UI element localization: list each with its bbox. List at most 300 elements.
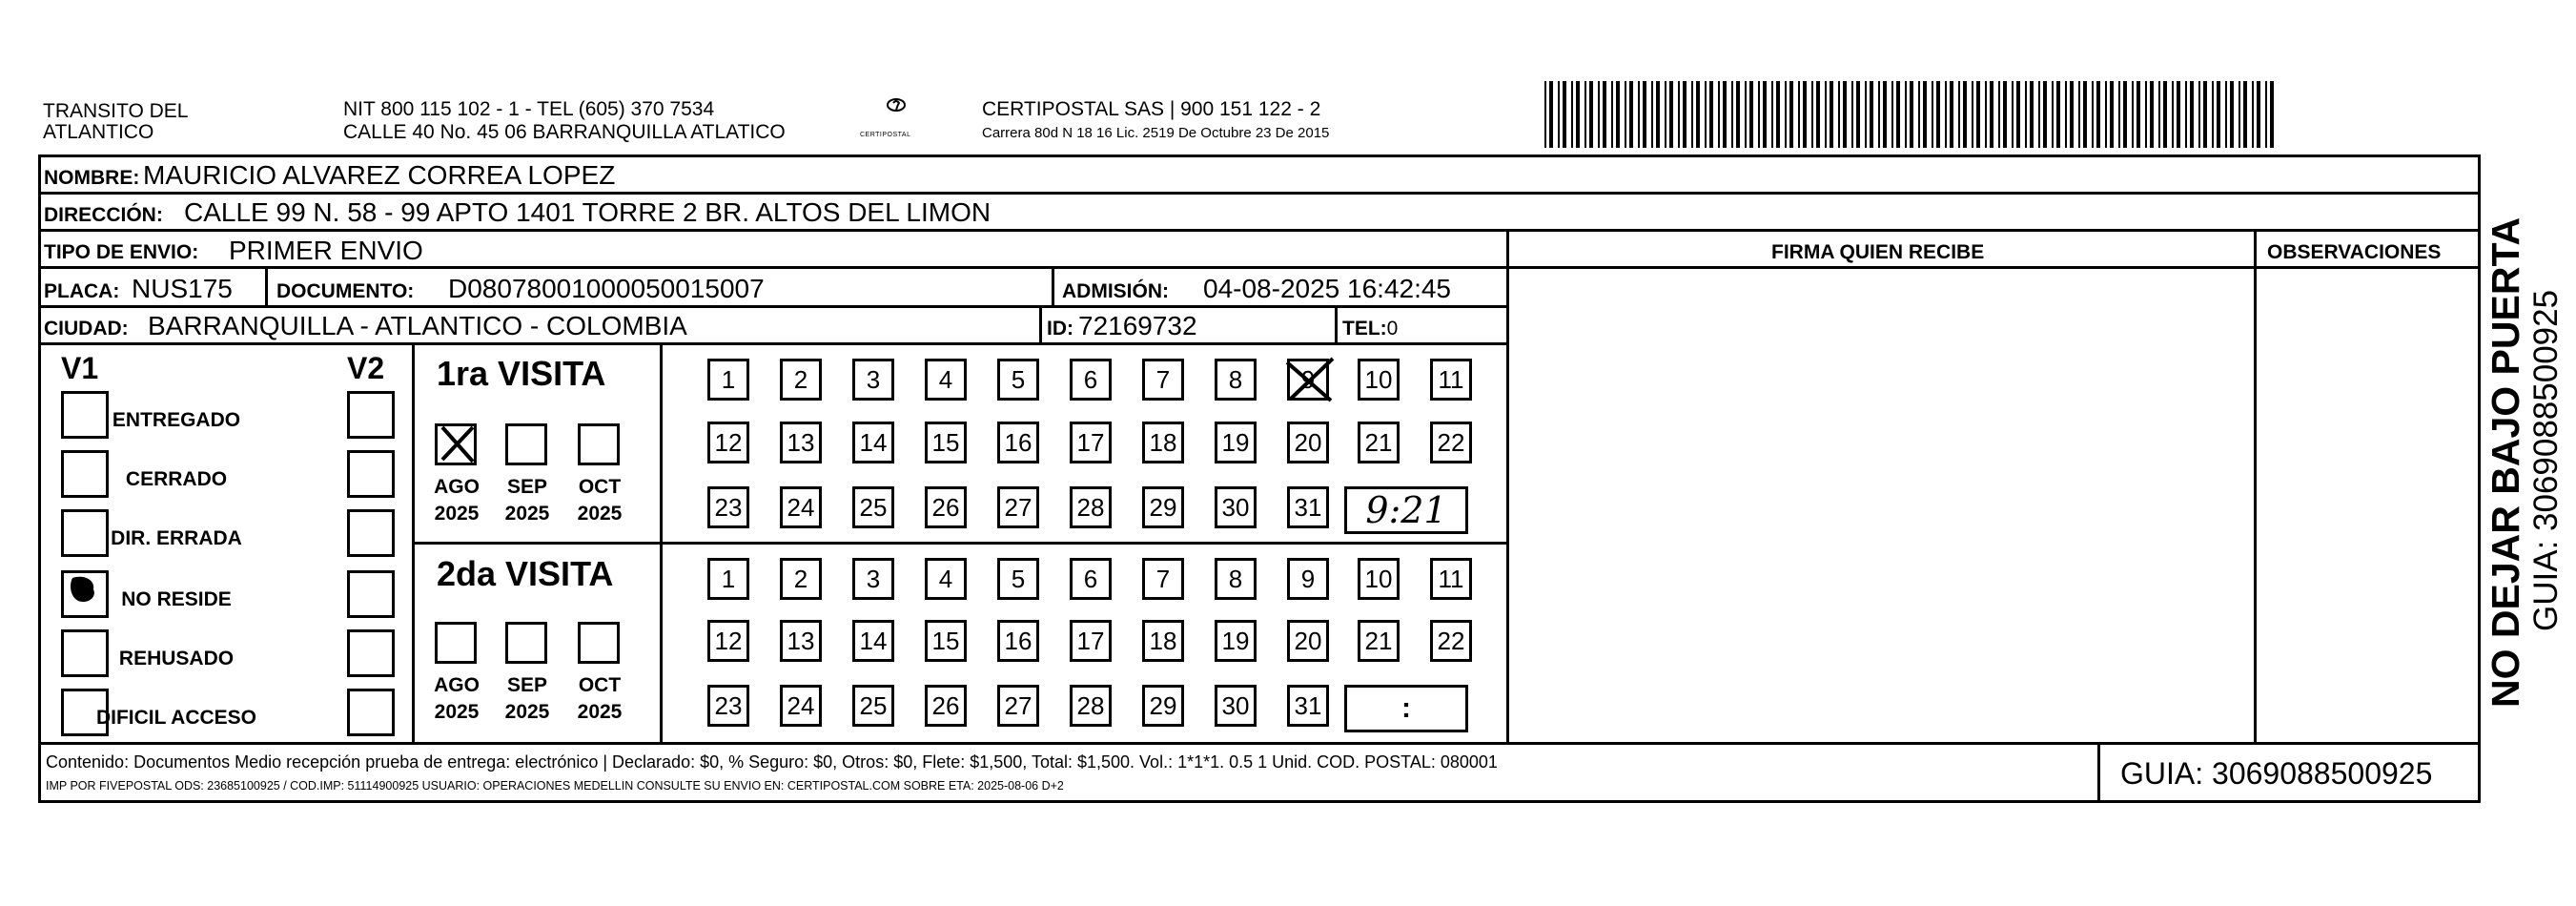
first-visit-day-cell[interactable] — [707, 359, 749, 401]
day-number: 27 — [1004, 492, 1032, 522]
barcode-bar — [1945, 81, 1947, 148]
city-value: BARRANQUILLA - ATLANTICO - COLOMBIA — [148, 311, 687, 340]
day-number: 29 — [1149, 492, 1177, 522]
barcode-bar — [1896, 81, 1900, 148]
barcode-bar — [2158, 81, 2160, 148]
second-visit-day-cell[interactable] — [852, 558, 894, 600]
sender-line-1: TRANSITO DEL — [43, 100, 189, 122]
day-number: 16 — [1004, 427, 1032, 457]
first-visit-day-cell[interactable] — [707, 486, 749, 528]
barcode-bar — [2177, 81, 2180, 148]
year-label: 2025 — [504, 503, 550, 525]
day-number: 7 — [1155, 564, 1171, 593]
day-number: 21 — [1364, 626, 1393, 655]
first-visit-day-cell[interactable] — [780, 486, 822, 528]
tel-label: TEL: — [1342, 318, 1387, 340]
barcode-bar — [1589, 81, 1593, 148]
day-number: 19 — [1221, 626, 1250, 655]
address-value: CALLE 99 N. 58 - 99 APTO 1401 TORRE 2 BR. ALTOS DEL LIMON — [184, 197, 992, 227]
barcode-bar — [1643, 81, 1646, 148]
day-number: 25 — [859, 492, 888, 522]
month-label: SEP — [506, 674, 548, 696]
second-visit-day-cell[interactable] — [852, 620, 894, 662]
barcode-bar — [2172, 81, 2174, 148]
first-visit-day-cell[interactable] — [997, 422, 1039, 463]
status-option-label: ENTREGADO — [112, 409, 241, 431]
logo-text: CERTIPOSTAL — [860, 132, 911, 138]
barcode-bar — [2025, 81, 2027, 148]
day-number: 11 — [1438, 364, 1464, 394]
day-number: 20 — [1294, 427, 1322, 457]
day-number: 6 — [1083, 364, 1098, 394]
barcode-bar — [2163, 81, 2167, 148]
second-visit-title: 2da VISITA — [437, 554, 614, 593]
first-visit-day-cell[interactable] — [852, 422, 894, 463]
status-option-label: NO RESIDE — [121, 588, 232, 610]
day-number: 14 — [859, 427, 888, 457]
day-number: 27 — [1004, 690, 1032, 720]
second-visit-day-cell[interactable] — [1215, 685, 1257, 727]
v2-checkbox[interactable] — [347, 689, 395, 736]
day-number: 31 — [1294, 690, 1322, 720]
document-value: D08078001000050015007 — [448, 274, 765, 303]
barcode-bar — [1932, 81, 1933, 148]
status-option-label: CERRADO — [125, 468, 228, 490]
first-visit-day-cell[interactable] — [852, 359, 894, 401]
document-label: DOCUMENTO: — [276, 280, 415, 302]
month-label: AGO — [434, 674, 480, 696]
day-number: 7 — [1155, 364, 1171, 394]
second-visit-day-cell[interactable] — [1287, 685, 1329, 727]
barcode-bar — [2096, 81, 2100, 148]
first-visit-day-cell[interactable] — [925, 359, 967, 401]
barcode-bar — [2132, 81, 2134, 148]
observations-header: OBSERVACIONES — [2267, 241, 2442, 263]
second-visit-day-cell[interactable] — [925, 620, 967, 662]
second-visit-day-cell[interactable] — [780, 558, 822, 600]
barcode-bar — [1723, 81, 1727, 148]
id-label: ID: — [1047, 318, 1073, 340]
first-visit-day-cell[interactable] — [1287, 422, 1329, 463]
v2-checkbox[interactable] — [347, 570, 395, 618]
barcode-bar — [2110, 81, 2114, 148]
second-visit-day-cell[interactable] — [1430, 558, 1472, 600]
first-visit-day-cell[interactable] — [1358, 359, 1400, 401]
v1-fill-mark — [65, 572, 103, 615]
day-number: 22 — [1437, 626, 1465, 655]
year-label: 2025 — [577, 503, 623, 525]
second-visit-time-placeholder: : — [1401, 692, 1411, 724]
barcode-bar — [1843, 81, 1847, 148]
second-visit-day-cell[interactable] — [1070, 558, 1112, 600]
barcode-bar — [2003, 81, 2007, 148]
v1-header: V1 — [61, 351, 99, 385]
barcode-bar — [1718, 81, 1720, 148]
first-visit-day-cell[interactable] — [1287, 359, 1329, 401]
month-label: AGO — [434, 476, 480, 498]
barcode-bar — [2239, 81, 2240, 148]
first-visit-month-checkbox[interactable] — [578, 423, 620, 465]
side-guia: GUIA: 3069088500925 — [2527, 289, 2565, 631]
first-visit-day-cell[interactable] — [780, 422, 822, 463]
barcode-bar — [1798, 81, 1800, 148]
day-number: 4 — [938, 564, 953, 593]
day-number: 13 — [787, 626, 815, 655]
day-number: 12 — [714, 626, 743, 655]
first-visit-day-cell[interactable] — [707, 422, 749, 463]
barcode-bar — [1811, 81, 1813, 148]
barcode-bar — [1856, 81, 1860, 148]
second-visit-day-cell[interactable] — [780, 685, 822, 727]
barcode-bar — [1785, 81, 1787, 148]
second-visit-day-cell[interactable] — [997, 558, 1039, 600]
barcode-bar — [1816, 81, 1820, 148]
v2-checkbox[interactable] — [347, 509, 395, 557]
day-number: 18 — [1149, 626, 1177, 655]
barcode-bar — [1731, 81, 1733, 148]
city-label: CIUDAD: — [44, 318, 129, 340]
day-number: 10 — [1364, 364, 1393, 394]
tel-value: 0 — [1386, 318, 1399, 340]
barcode — [1544, 81, 2288, 153]
type-value: PRIMER ENVIO — [229, 236, 423, 265]
barcode-bar — [2030, 81, 2034, 148]
second-visit-day-cell[interactable] — [925, 558, 967, 600]
barcode-bar — [1651, 81, 1653, 148]
month-label: OCT — [578, 674, 622, 696]
second-visit-time-box[interactable] — [1344, 685, 1468, 732]
barcode-bar — [1825, 81, 1827, 148]
barcode-bar — [1771, 81, 1773, 148]
first-visit-day-cell[interactable] — [1287, 486, 1329, 528]
barcode-bar — [1910, 81, 1913, 148]
barcode-bar — [2150, 81, 2154, 148]
side-warning: NO DEJAR BAJO PUERTA — [2484, 216, 2527, 708]
barcode-bar — [1576, 81, 1580, 148]
footer-guia: GUIA: 3069088500925 — [2120, 756, 2433, 791]
second-visit-month-checkbox[interactable] — [505, 622, 547, 664]
barcode-bar — [1851, 81, 1853, 148]
day-number: 28 — [1076, 492, 1105, 522]
barcode-bar — [1958, 81, 1960, 148]
barcode-bar — [1918, 81, 1920, 148]
barcode-bar — [2083, 81, 2087, 148]
barcode-bar — [2225, 81, 2227, 148]
day-number: 14 — [859, 626, 888, 655]
admission-value: 04-08-2025 16:42:45 — [1203, 274, 1451, 303]
barcode-bar — [1776, 81, 1780, 148]
barcode-bar — [2217, 81, 2220, 148]
second-visit-day-cell[interactable] — [1070, 685, 1112, 727]
v2-checkbox[interactable] — [347, 450, 395, 498]
day-number: 11 — [1438, 564, 1464, 593]
barcode-bar — [2056, 81, 2060, 148]
barcode-bar — [1625, 81, 1626, 148]
day-number: 10 — [1364, 564, 1393, 593]
day-number: 23 — [714, 690, 743, 720]
barcode-bar — [2185, 81, 2187, 148]
second-visit-day-cell[interactable] — [707, 558, 749, 600]
day-number: 25 — [859, 690, 888, 720]
barcode-bar — [1963, 81, 1967, 148]
first-visit-day-cell[interactable] — [1215, 359, 1257, 401]
barcode-bar — [1549, 81, 1553, 148]
barcode-bar — [1611, 81, 1613, 148]
year-label: 2025 — [504, 701, 550, 723]
second-visit-day-cell[interactable] — [1142, 685, 1184, 727]
first-visit-day-cell[interactable] — [780, 359, 822, 401]
barcode-bar — [2012, 81, 2014, 148]
first-visit-day-cell[interactable] — [1142, 359, 1184, 401]
day-number: 3 — [866, 364, 881, 394]
day-number: 30 — [1221, 690, 1250, 720]
barcode-bar — [1544, 81, 1546, 148]
type-label: TIPO DE ENVIO: — [44, 241, 199, 263]
day-number: 2 — [793, 564, 808, 593]
day-number: 20 — [1294, 626, 1322, 655]
second-visit-day-cell[interactable] — [997, 620, 1039, 662]
nit-line: NIT 800 115 102 - 1 - TEL (605) 370 7534 — [343, 98, 715, 120]
barcode-bar — [2038, 81, 2040, 148]
second-visit-day-cell[interactable] — [1215, 558, 1257, 600]
barcode-bar — [1629, 81, 1633, 148]
first-visit-title: 1ra VISITA — [437, 354, 606, 393]
id-value: 72169732 — [1078, 311, 1197, 340]
day-number: 26 — [931, 492, 960, 522]
barcode-bar — [1838, 81, 1840, 148]
second-visit-month-checkbox[interactable] — [435, 622, 477, 664]
signature-header: FIRMA QUIEN RECIBE — [1771, 241, 1985, 263]
first-visit-day-cell[interactable] — [1358, 422, 1400, 463]
barcode-bar — [1950, 81, 1953, 148]
day-number: 6 — [1083, 564, 1098, 593]
barcode-bar — [1789, 81, 1793, 148]
barcode-bar — [1830, 81, 1833, 148]
barcode-bar — [2257, 81, 2260, 148]
barcode-bar — [2145, 81, 2147, 148]
barcode-bar — [2123, 81, 2127, 148]
month-label: SEP — [506, 476, 548, 498]
first-visit-month-checkbox[interactable] — [505, 423, 547, 465]
barcode-bar — [1865, 81, 1867, 148]
barcode-bar — [1972, 81, 1973, 148]
second-visit-day-cell[interactable] — [925, 685, 967, 727]
day-number: 29 — [1149, 690, 1177, 720]
day-number: 26 — [931, 690, 960, 720]
day-number: 23 — [714, 492, 743, 522]
address-label: DIRECCIÓN: — [44, 204, 163, 226]
first-visit-day-cell[interactable] — [1430, 359, 1472, 401]
second-visit-day-cell[interactable] — [1358, 558, 1400, 600]
barcode-bar — [2252, 81, 2254, 148]
barcode-bar — [2065, 81, 2067, 148]
second-visit-day-cell[interactable] — [1430, 620, 1472, 662]
barcode-bar — [1696, 81, 1700, 148]
barcode-bar — [2052, 81, 2054, 148]
barcode-bar — [2190, 81, 2194, 148]
day-number: 15 — [931, 626, 960, 655]
day-number: 12 — [714, 427, 743, 457]
first-visit-day-cell[interactable] — [1142, 422, 1184, 463]
year-label: 2025 — [434, 701, 480, 723]
day-number: 24 — [787, 690, 815, 720]
barcode-bar — [2212, 81, 2214, 148]
month-label: OCT — [578, 476, 622, 498]
company-line: CERTIPOSTAL SAS | 900 151 122 - 2 — [982, 98, 1321, 120]
barcode-bar — [1603, 81, 1606, 148]
first-visit-day-cell[interactable] — [1215, 486, 1257, 528]
tel-field — [1342, 319, 1398, 339]
barcode-bar — [1656, 81, 1660, 148]
status-option-label: DIFICIL ACCESO — [95, 707, 256, 729]
day-number: 1 — [721, 564, 736, 593]
barcode-bar — [1923, 81, 1927, 148]
day-number: 3 — [866, 564, 881, 593]
day-number: 13 — [787, 427, 815, 457]
barcode-bar — [1763, 81, 1767, 148]
day-number: 2 — [793, 364, 808, 394]
certipostal-logo — [858, 93, 934, 147]
plate-label: PLACA: — [44, 280, 120, 302]
barcode-bar — [2265, 81, 2267, 148]
day-number: 21 — [1364, 427, 1393, 457]
barcode-bar — [1878, 81, 1880, 148]
day-number: 1 — [721, 364, 736, 394]
barcode-bar — [1976, 81, 1980, 148]
day-number: 17 — [1076, 626, 1105, 655]
barcode-bar — [2230, 81, 2234, 148]
barcode-bar — [1905, 81, 1907, 148]
barcode-bar — [2243, 81, 2247, 148]
first-visit-day-cell[interactable] — [997, 486, 1039, 528]
barcode-bar — [2118, 81, 2120, 148]
barcode-bar — [2270, 81, 2274, 148]
barcode-bar — [2203, 81, 2207, 148]
barcode-bar — [2092, 81, 2094, 148]
second-visit-day-cell[interactable] — [1287, 620, 1329, 662]
year-label: 2025 — [577, 701, 623, 723]
day-number: 15 — [931, 427, 960, 457]
barcode-bar — [1736, 81, 1740, 148]
second-visit-day-cell[interactable] — [1142, 620, 1184, 662]
second-visit-day-cell[interactable] — [1287, 558, 1329, 600]
sender-line-2: ATLANTICO — [43, 121, 154, 143]
first-visit-day-cell[interactable] — [1070, 422, 1112, 463]
day-number: 8 — [1228, 564, 1243, 593]
day-number: 28 — [1076, 690, 1105, 720]
day-number: 31 — [1294, 492, 1322, 522]
barcode-bar — [2070, 81, 2074, 148]
first-visit-day-cell[interactable] — [852, 486, 894, 528]
second-visit-day-cell[interactable] — [1358, 620, 1400, 662]
barcode-bar — [1563, 81, 1566, 148]
day-number: 4 — [938, 364, 953, 394]
second-visit-day-cell[interactable] — [1215, 620, 1257, 662]
barcode-bar — [1678, 81, 1680, 148]
second-visit-day-cell[interactable] — [997, 685, 1039, 727]
barcode-bar — [2043, 81, 2047, 148]
barcode-bar — [1705, 81, 1707, 148]
barcode-bar — [1758, 81, 1760, 148]
day-number: 5 — [1011, 564, 1026, 593]
barcode-bar — [2198, 81, 2200, 148]
first-visit-day-cell[interactable] — [925, 486, 967, 528]
first-visit-day-cell[interactable] — [1070, 359, 1112, 401]
license-line: Carrera 80d N 18 16 Lic. 2519 De Octubre 23 De 2015 — [982, 125, 1330, 141]
second-visit-day-cell[interactable] — [1142, 558, 1184, 600]
day-number: 9 — [1300, 564, 1316, 593]
first-visit-day-cell[interactable] — [1070, 486, 1112, 528]
barcode-bar — [2016, 81, 2020, 148]
barcode-bar — [1998, 81, 2000, 148]
barcode-bar — [1691, 81, 1693, 148]
first-visit-month-checkbox[interactable] — [435, 423, 477, 465]
barcode-bar — [1990, 81, 1993, 148]
status-option-label: REHUSADO — [118, 648, 235, 669]
barcode-bar — [2136, 81, 2140, 148]
barcode-bar — [1616, 81, 1620, 148]
second-visit-day-cell[interactable] — [707, 685, 749, 727]
barcode-bar — [1669, 81, 1673, 148]
first-visit-day-cell[interactable] — [1215, 422, 1257, 463]
second-visit-day-cell[interactable] — [1070, 620, 1112, 662]
second-visit-day-cell[interactable] — [780, 620, 822, 662]
status-option-label: DIR. ERRADA — [111, 527, 242, 549]
barcode-bar — [1584, 81, 1586, 148]
v2-checkbox[interactable] — [347, 391, 395, 439]
name-value: MAURICIO ALVAREZ CORREA LOPEZ — [143, 160, 616, 190]
day-number: 17 — [1076, 427, 1105, 457]
barcode-bar — [1870, 81, 1873, 148]
barcode-bar — [1665, 81, 1666, 148]
second-visit-day-cell[interactable] — [707, 620, 749, 662]
barcode-bar — [1883, 81, 1887, 148]
first-visit-day-cell[interactable] — [1430, 422, 1472, 463]
content-line: Contenido: Documentos Medio recepción prueba de entrega: electrónico | Declarado: $0, % Seguro: $0, Otros: $0, Flete: $1,500, Total: $1,500. Vol.: 1*1*1. 0.5 1 Unid. COD. POSTAL: 080001 — [46, 752, 1498, 772]
barcode-bar — [1985, 81, 1987, 148]
day-number: 16 — [1004, 626, 1032, 655]
barcode-bar — [1683, 81, 1687, 148]
first-visit-time-handwritten: 9:21 — [1365, 489, 1447, 531]
barcode-bar — [1891, 81, 1893, 148]
first-visit-day-cell[interactable] — [925, 422, 967, 463]
day-number: 18 — [1149, 427, 1177, 457]
day-number: 22 — [1437, 427, 1465, 457]
address-line: CALLE 40 No. 45 06 BARRANQUILLA ATLATICO — [343, 121, 786, 143]
name-label: NOMBRE: — [44, 167, 140, 189]
plate-value: NUS175 — [132, 274, 233, 303]
first-visit-day-cell[interactable] — [1142, 486, 1184, 528]
barcode-bar — [1936, 81, 1940, 148]
first-visit-day-cell[interactable] — [997, 359, 1039, 401]
v2-header: V2 — [347, 351, 385, 385]
day-number: 9 — [1300, 364, 1316, 394]
barcode-bar — [1571, 81, 1573, 148]
second-visit-month-checkbox[interactable] — [578, 622, 620, 664]
day-number: 24 — [787, 492, 815, 522]
barcode-bar — [1598, 81, 1600, 148]
barcode-bar — [2105, 81, 2107, 148]
v2-checkbox[interactable] — [347, 629, 395, 677]
barcode-bar — [1745, 81, 1747, 148]
day-number: 8 — [1228, 364, 1243, 394]
second-visit-day-cell[interactable] — [852, 685, 894, 727]
barcode-bar — [1558, 81, 1560, 148]
first-visit-time-box[interactable] — [1344, 486, 1468, 534]
admission-label: ADMISIÓN: — [1062, 280, 1169, 302]
day-number: 5 — [1011, 364, 1026, 394]
barcode-bar — [1638, 81, 1640, 148]
